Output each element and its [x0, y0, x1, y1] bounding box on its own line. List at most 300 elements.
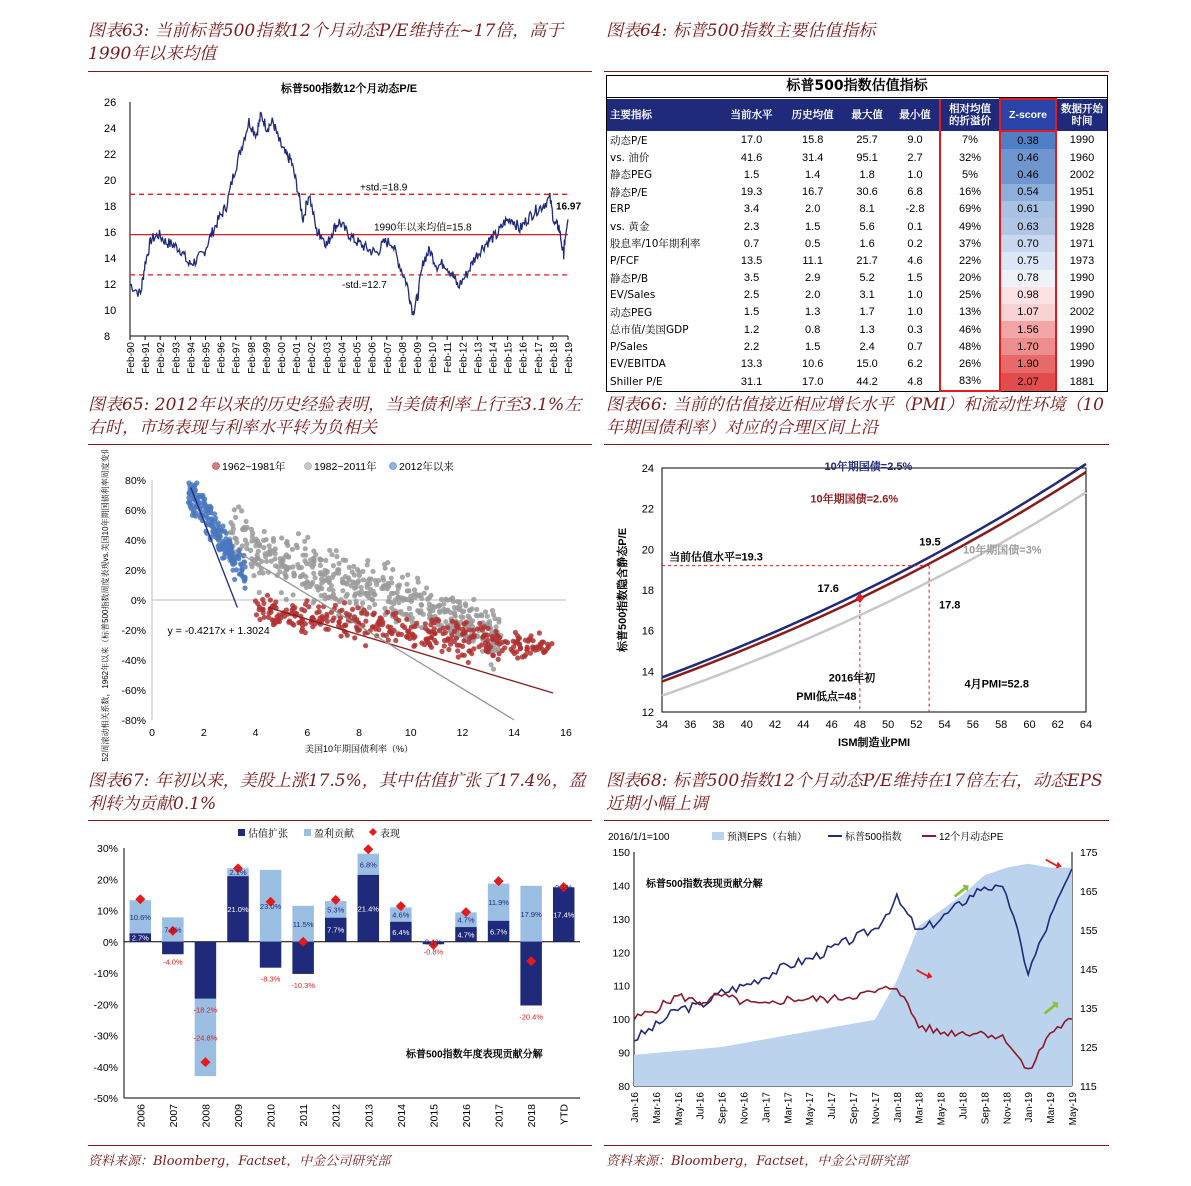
- fig67-bar-valuation: [520, 942, 541, 1006]
- value-cell: 1990: [1056, 201, 1107, 218]
- value-cell: 1990: [1056, 287, 1107, 304]
- fig64-rule: [604, 71, 1109, 72]
- undefined: [401, 598, 406, 603]
- undefined: [525, 646, 530, 651]
- fig63-xtick-22: Feb-12: [458, 342, 470, 374]
- undefined: [360, 601, 365, 606]
- undefined: [549, 641, 554, 646]
- fig68-ytick-right-2: 135: [1080, 1003, 1098, 1015]
- value-cell: 1.0: [907, 289, 923, 302]
- metric-name-cell: 动态PEG: [610, 306, 653, 319]
- fig63-ytick-0: 8: [104, 331, 111, 343]
- undefined: [261, 570, 266, 575]
- fig63-xtick-5: Feb-95: [201, 342, 213, 374]
- table-row: [607, 218, 1107, 235]
- undefined: [477, 621, 482, 626]
- undefined: [367, 576, 372, 581]
- fig65-legend-label-0: 1962~1981年: [222, 461, 286, 473]
- fig68-xtick-2: May-16: [673, 1092, 685, 1126]
- undefined: [434, 640, 439, 645]
- value-cell: 9.0: [907, 134, 923, 147]
- fig66-series-2: [662, 492, 1086, 695]
- fig63-ytick-6: 20: [104, 175, 117, 187]
- undefined: [463, 603, 468, 608]
- zscore-cell: 0.46: [1000, 149, 1056, 166]
- undefined: [360, 569, 365, 574]
- value-cell: 0.7: [743, 237, 760, 250]
- undefined: [455, 599, 460, 604]
- undefined: [239, 508, 244, 513]
- undefined: [383, 566, 388, 571]
- undefined: [276, 612, 281, 617]
- fig67-ytick-6: -30%: [93, 1030, 118, 1043]
- undefined: [454, 636, 459, 641]
- undefined: [486, 642, 491, 647]
- zscore-cell: 0.61: [1000, 201, 1056, 218]
- fig66-ytick-4: 20: [641, 544, 654, 557]
- fig65-legend-label-1: 1982~2011年: [314, 461, 377, 473]
- undefined: [362, 631, 367, 636]
- undefined: [491, 612, 496, 617]
- fig66-xtick-1: 36: [684, 719, 697, 731]
- undefined: [372, 592, 377, 597]
- fig67-earnings-label: 4.7%: [457, 915, 475, 925]
- undefined: [240, 543, 245, 548]
- fig68-ytick-right-3: 145: [1080, 964, 1098, 976]
- undefined: [466, 660, 471, 665]
- undefined: [302, 581, 307, 586]
- fig65-xtick-4: 8: [356, 727, 362, 739]
- fig64-table-title: 标普500指数估值指标: [607, 76, 1107, 98]
- undefined: [215, 523, 220, 528]
- undefined: [314, 584, 319, 589]
- fig67-earnings-label: 7.8%: [164, 925, 182, 935]
- undefined: [309, 582, 314, 587]
- value-cell: 1951: [1056, 184, 1107, 201]
- fig65-legend-label-2: 2012年以来: [399, 461, 454, 473]
- value-cell: 1.0: [907, 168, 923, 181]
- fig63-chart: [88, 74, 593, 394]
- fig67-xtick-2: 2008: [200, 1104, 213, 1128]
- fig67-earnings-label: 0.1%: [555, 883, 573, 893]
- undefined: [318, 570, 323, 575]
- undefined: [291, 592, 296, 597]
- undefined: [443, 619, 448, 624]
- undefined: [227, 538, 232, 543]
- fig66-chart: [606, 450, 1111, 770]
- undefined: [283, 575, 288, 580]
- fig67-ytick-0: 30%: [96, 843, 118, 855]
- fig68-ytick-left-5: 130: [612, 913, 630, 926]
- fig68-ytick-left-0: 80: [618, 1081, 630, 1093]
- undefined: [537, 630, 542, 635]
- fig63-last-label: 16.97: [556, 201, 582, 213]
- undefined: [314, 610, 319, 615]
- zscore-cell: 0.63: [1000, 218, 1056, 235]
- zscore-cell: 2.07: [1000, 373, 1056, 391]
- value-cell: 15.0: [856, 358, 878, 371]
- undefined: [262, 529, 267, 534]
- fig66-xtick-7: 48: [853, 719, 866, 731]
- fig63-xtick-8: Feb-98: [246, 342, 258, 374]
- fig65-legend-marker-0: [213, 463, 220, 470]
- undefined: [254, 612, 259, 617]
- fig63-ytick-2: 12: [104, 279, 117, 291]
- undefined: [209, 505, 214, 510]
- fig65-ylabel: 52周滚动相关系数，1962年以来（标普500指数周度表现vs.美国10年期国债利率周度变化）: [101, 450, 110, 762]
- undefined: [496, 657, 501, 662]
- fig67-valuation-label: -8.3%: [260, 974, 281, 984]
- undefined: [243, 538, 248, 543]
- fig67-valuation-label: 21.4%: [357, 904, 379, 914]
- value-cell: 95.1: [856, 151, 878, 164]
- fig67-valuation-label: 6.4%: [392, 927, 410, 937]
- value-cell: 3.4: [743, 203, 760, 216]
- fig63-xtick-21: Feb-11: [443, 342, 455, 373]
- undefined: [285, 543, 290, 548]
- undefined: [373, 578, 378, 583]
- undefined: [363, 591, 368, 596]
- fig67-earnings-label: 2.1%: [229, 868, 247, 878]
- fig67-earnings-label: 6.8%: [359, 860, 377, 870]
- undefined: [334, 554, 339, 559]
- value-cell: 2.0: [805, 289, 821, 302]
- fig66-xtick-0: 34: [655, 719, 669, 731]
- undefined: [423, 621, 428, 626]
- undefined: [245, 525, 250, 530]
- valuation-table: [607, 98, 1107, 392]
- undefined: [220, 546, 225, 551]
- undefined: [371, 624, 376, 629]
- value-cell: 1.5: [907, 272, 923, 285]
- fig67-chart: [88, 824, 593, 1144]
- fig67-rule: [88, 820, 592, 821]
- undefined: [212, 511, 217, 516]
- undefined: [326, 575, 331, 580]
- undefined: [264, 559, 269, 564]
- fig67-xtick-5: 2011: [298, 1104, 311, 1127]
- undefined: [334, 548, 339, 553]
- zscore-cell: 1.70: [1000, 338, 1056, 355]
- fig68-xtick-18: Jan-19: [1024, 1092, 1036, 1123]
- value-cell: 2.5: [743, 289, 760, 302]
- fig68-xtick-11: Nov-17: [870, 1092, 882, 1125]
- undefined: [267, 611, 272, 616]
- value-cell: 49%: [940, 218, 1000, 235]
- fig63-xtick-3: Feb-93: [171, 342, 183, 374]
- fig66-xtick-8: 50: [882, 719, 895, 731]
- fig63-ytick-3: 14: [104, 253, 117, 265]
- undefined: [390, 567, 395, 572]
- fig67-bar-valuation: [260, 942, 281, 968]
- fig66-ytick-5: 22: [641, 503, 654, 516]
- fig65-ytick-4: 0%: [130, 595, 146, 607]
- undefined: [471, 597, 476, 602]
- metric-name-cell: 静态PEG: [610, 169, 653, 182]
- fig63-xtick-12: Feb-02: [307, 342, 319, 374]
- undefined: [491, 653, 496, 658]
- undefined: [530, 646, 535, 651]
- undefined: [404, 582, 409, 587]
- undefined: [367, 605, 372, 610]
- undefined: [234, 567, 239, 572]
- fig67-ytick-3: 0%: [102, 936, 118, 949]
- fig68-arrow-down-icon: [1046, 859, 1062, 869]
- undefined: [528, 637, 533, 642]
- metric-name-cell: 静态P/E: [610, 186, 648, 199]
- undefined: [255, 553, 260, 558]
- undefined: [233, 515, 238, 520]
- fig63-ytick-1: 10: [104, 305, 117, 317]
- metric-name-cell: 静态P/B: [610, 272, 649, 285]
- table-header-row: [607, 99, 1107, 131]
- undefined: [218, 529, 223, 534]
- fig67-legend-marker-2: [369, 828, 377, 836]
- metric-name-cell: 股息率/10年期利率: [610, 238, 701, 251]
- undefined: [303, 546, 308, 551]
- metric-name-cell: vs. 黄金: [610, 221, 650, 234]
- value-cell: 20%: [940, 270, 1000, 287]
- value-cell: 31.1: [740, 375, 763, 388]
- table-header-cell: Z-score: [1000, 99, 1056, 131]
- undefined: [490, 634, 495, 639]
- fig65-ytick-0: 80%: [124, 475, 146, 487]
- value-cell: 21.7: [856, 254, 878, 267]
- value-cell: 41.6: [740, 151, 763, 164]
- fig68-xtick-0: Jan-16: [630, 1092, 641, 1123]
- undefined: [480, 628, 485, 633]
- fig66-ytick-0: 12: [641, 707, 654, 719]
- value-cell: 1.7: [859, 306, 875, 319]
- fig67-legend-label-0: 估值扩张: [248, 829, 288, 840]
- value-cell: 2.2: [743, 340, 760, 353]
- undefined: [455, 643, 460, 648]
- undefined: [418, 592, 423, 597]
- undefined: [296, 531, 301, 536]
- undefined: [425, 639, 430, 644]
- fig63-xtick-26: Feb-16: [518, 342, 530, 374]
- undefined: [432, 604, 437, 609]
- undefined: [444, 608, 449, 613]
- fig66-ytick-2: 16: [641, 625, 654, 638]
- undefined: [273, 563, 278, 568]
- fig68-legend-label-2: 12个月动态PE: [939, 832, 1004, 843]
- zscore-cell: 0.54: [1000, 184, 1056, 201]
- undefined: [457, 607, 462, 612]
- fig68-xtick-10: Sep-17: [849, 1092, 860, 1125]
- fig68-legend-label-1: 标普500指数: [845, 832, 902, 843]
- fig65-xtick-8: 16: [560, 727, 572, 739]
- table-row: [607, 149, 1107, 166]
- fig68-ytick-left-6: 140: [612, 880, 630, 893]
- undefined: [393, 611, 398, 616]
- undefined: [340, 577, 345, 582]
- undefined: [446, 647, 451, 652]
- table-header-cell: 当前水平: [730, 109, 773, 121]
- undefined: [337, 561, 342, 566]
- undefined: [467, 615, 472, 620]
- fig63-rule: [88, 71, 592, 72]
- value-cell: 13%: [940, 304, 1000, 321]
- value-cell: 69%: [940, 201, 1000, 218]
- undefined: [295, 545, 300, 550]
- undefined: [415, 576, 420, 581]
- table-row: [607, 166, 1107, 183]
- fig66-ytick-1: 14: [641, 666, 654, 679]
- value-cell: 11.1: [802, 254, 823, 267]
- undefined: [388, 625, 393, 630]
- fig63-ytick-7: 22: [104, 149, 117, 161]
- fig67-valuation-label: 17.4%: [553, 910, 575, 920]
- value-cell: 3.1: [859, 289, 875, 302]
- undefined: [357, 573, 362, 578]
- fig67-legend-marker-1: [304, 829, 311, 836]
- undefined: [238, 561, 243, 566]
- undefined: [412, 587, 417, 592]
- undefined: [429, 630, 434, 635]
- undefined: [377, 621, 382, 626]
- undefined: [220, 541, 225, 546]
- fig63-xtick-2: Feb-92: [156, 342, 168, 374]
- value-cell: 0.3: [907, 323, 923, 336]
- fig66-ann-178: 17.8: [939, 599, 961, 612]
- undefined: [496, 619, 501, 624]
- undefined: [523, 638, 528, 643]
- fig63-xtick-16: Feb-06: [367, 342, 379, 374]
- fig63-ytick-5: 18: [104, 201, 117, 213]
- value-cell: 48%: [940, 338, 1000, 355]
- fig68-panel: [606, 824, 1111, 1144]
- fig63-xtick-23: Feb-13: [473, 342, 485, 374]
- undefined: [290, 608, 295, 613]
- undefined: [346, 575, 351, 580]
- undefined: [450, 619, 455, 624]
- fig67-xtick-10: 2016: [461, 1104, 473, 1128]
- fig68-ytick-right-0: 115: [1080, 1081, 1097, 1093]
- undefined: [350, 607, 355, 612]
- zscore-cell: 0.98: [1000, 287, 1056, 304]
- fig64-panel: [606, 75, 1108, 392]
- fig67-xtick-1: 2007: [167, 1104, 180, 1128]
- fig67-panel: [88, 824, 593, 1144]
- undefined: [354, 617, 359, 622]
- undefined: [400, 575, 405, 580]
- fig63-xtick-25: Feb-15: [503, 342, 515, 374]
- undefined: [291, 570, 296, 575]
- fig68-ytick-left-7: 150: [612, 847, 630, 859]
- value-cell: 0.5: [805, 237, 821, 250]
- fig65-ytick-1: 60%: [124, 505, 146, 517]
- value-cell: 1928: [1056, 218, 1107, 235]
- undefined: [421, 612, 426, 617]
- value-cell: 7%: [940, 131, 1000, 149]
- undefined: [336, 571, 341, 576]
- value-cell: 1.0: [907, 306, 923, 319]
- table-row: [607, 304, 1107, 321]
- footer-source-left: 资料来源：Bloomberg，Factset，中金公司研究部: [88, 1154, 391, 1169]
- undefined: [278, 560, 283, 565]
- undefined: [494, 624, 499, 629]
- fig67-performance-marker: [363, 844, 373, 854]
- undefined: [243, 564, 248, 569]
- fig68-ytick-left-1: 90: [618, 1047, 630, 1060]
- fig68-ytick-left-3: 110: [613, 980, 630, 993]
- undefined: [279, 535, 284, 540]
- undefined: [437, 628, 442, 633]
- table-header-cell: 历史均值: [791, 109, 834, 121]
- fig66-xtick-14: 62: [1051, 719, 1064, 731]
- undefined: [398, 609, 403, 614]
- undefined: [284, 552, 289, 557]
- undefined: [220, 556, 225, 561]
- undefined: [271, 548, 276, 553]
- undefined: [467, 649, 472, 654]
- value-cell: 3.5: [743, 272, 760, 285]
- fig67-xtick-4: 2010: [265, 1104, 278, 1128]
- undefined: [364, 612, 369, 617]
- undefined: [236, 548, 241, 553]
- undefined: [441, 601, 446, 606]
- value-cell: 0.7: [907, 340, 923, 353]
- fig63-xtick-4: Feb-94: [186, 342, 198, 374]
- fig66-xtick-3: 40: [740, 719, 753, 731]
- undefined: [290, 547, 295, 552]
- value-cell: 13.3: [740, 358, 763, 371]
- undefined: [261, 545, 266, 550]
- fig67-earnings-label: 11.9%: [488, 898, 509, 908]
- undefined: [347, 565, 352, 570]
- table-row: [607, 287, 1107, 304]
- undefined: [439, 597, 444, 602]
- value-cell: 0.2: [907, 237, 923, 250]
- value-cell: 31.4: [801, 151, 824, 164]
- value-cell: 26%: [940, 355, 1000, 372]
- undefined: [385, 581, 390, 586]
- undefined: [443, 630, 448, 635]
- value-cell: 2.9: [805, 272, 821, 285]
- undefined: [367, 581, 372, 586]
- fig67-xtick-11: 2017: [493, 1104, 506, 1128]
- undefined: [511, 644, 516, 649]
- fig68-ytick-right-5: 165: [1080, 886, 1098, 898]
- fig63-xtick-14: Feb-04: [337, 342, 349, 374]
- undefined: [304, 598, 309, 603]
- undefined: [253, 543, 258, 548]
- undefined: [282, 614, 287, 619]
- table-row: [607, 131, 1107, 149]
- undefined: [393, 638, 398, 643]
- undefined: [279, 590, 284, 595]
- fig68-xtick-4: Sep-16: [717, 1092, 729, 1125]
- fig65-panel: [88, 450, 593, 770]
- fig67-valuation-label: 2.7%: [131, 933, 149, 943]
- undefined: [354, 599, 359, 604]
- fig68-xtick-6: Jan-17: [761, 1092, 773, 1123]
- fig65-chart: [88, 450, 593, 770]
- table-row: [607, 355, 1107, 372]
- fig68-chart-title: 标普500指数表现贡献分解: [646, 879, 763, 890]
- undefined: [409, 625, 414, 630]
- undefined: [186, 491, 191, 496]
- fig67-legend-label-2: 表现: [380, 829, 400, 840]
- value-cell: 0.1: [907, 220, 923, 233]
- fig63-xtick-9: Feb-99: [261, 342, 273, 374]
- undefined: [486, 649, 491, 654]
- fig63-ytick-8: 24: [104, 123, 117, 135]
- fig65-xlabel: 美国10年期国债利率（%）: [304, 744, 414, 754]
- undefined: [500, 640, 505, 645]
- fig67-xtick-12: 2018: [526, 1104, 539, 1128]
